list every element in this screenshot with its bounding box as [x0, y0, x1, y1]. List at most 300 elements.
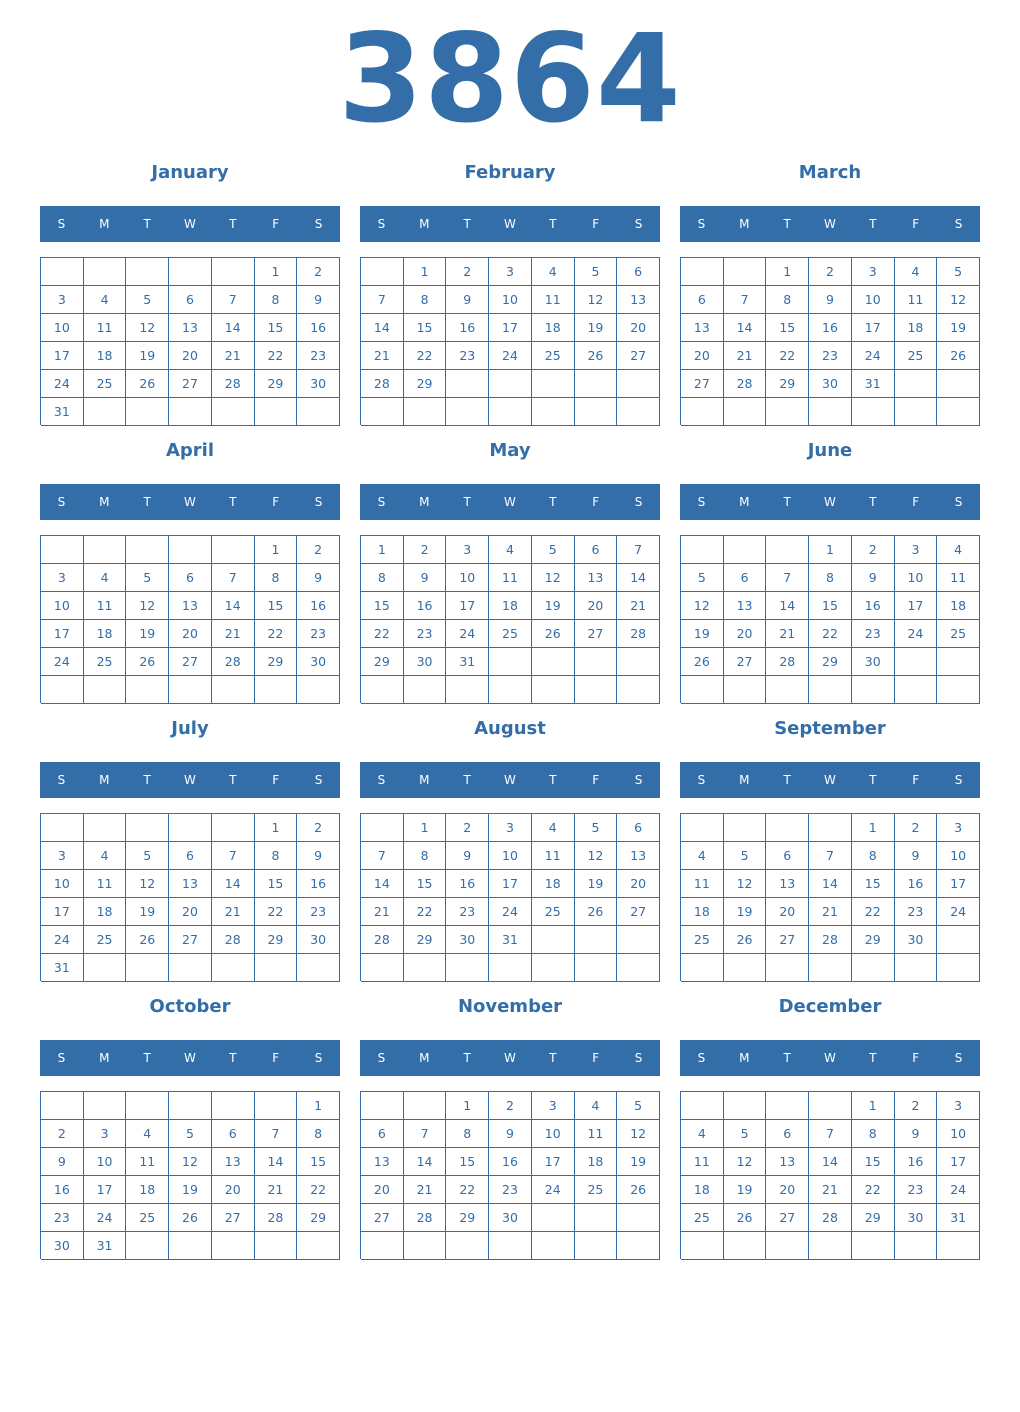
weekday-label: S: [314, 773, 323, 787]
day-cell: 15: [852, 870, 895, 898]
day-cell: 18: [937, 592, 980, 620]
weekday-label: M: [99, 773, 110, 787]
day-cell: 21: [212, 342, 255, 370]
day-cell: 12: [575, 286, 618, 314]
day-cell: 15: [404, 314, 447, 342]
day-cell: 16: [809, 314, 852, 342]
day-cell: 30: [809, 370, 852, 398]
day-cell: 22: [852, 1176, 895, 1204]
day-cell: 14: [724, 314, 767, 342]
day-cell: 22: [297, 1176, 340, 1204]
day-cell: 9: [297, 842, 340, 870]
day-cell: 24: [41, 926, 84, 954]
day-cell: 21: [404, 1176, 447, 1204]
empty-day-cell: [895, 676, 938, 704]
empty-day-cell: [724, 258, 767, 286]
month-name: April: [165, 440, 215, 461]
day-cell: 17: [489, 314, 532, 342]
day-cell: 17: [895, 592, 938, 620]
day-cell: 22: [809, 620, 852, 648]
empty-day-cell: [489, 648, 532, 676]
empty-day-cell: [297, 398, 340, 426]
day-cell: 29: [446, 1204, 489, 1232]
empty-day-cell: [617, 1204, 660, 1232]
day-cell: 27: [724, 648, 767, 676]
weekday-header: [40, 484, 340, 520]
weekday-label: S: [57, 217, 66, 231]
empty-day-cell: [212, 954, 255, 982]
day-cell: 7: [361, 286, 404, 314]
day-cell: 25: [84, 926, 127, 954]
day-cell: 28: [361, 926, 404, 954]
weekday-label: W: [184, 773, 196, 787]
empty-day-cell: [126, 398, 169, 426]
day-cell: 7: [212, 564, 255, 592]
day-cell: 8: [404, 842, 447, 870]
day-grid: [360, 257, 660, 425]
day-cell: 5: [575, 814, 618, 842]
empty-day-cell: [766, 398, 809, 426]
empty-day-cell: [84, 536, 127, 564]
day-cell: 11: [681, 870, 724, 898]
empty-day-cell: [852, 676, 895, 704]
weekday-label: W: [824, 217, 836, 231]
day-cell: 20: [766, 1176, 809, 1204]
day-cell: 23: [809, 342, 852, 370]
day-cell: 1: [404, 814, 447, 842]
day-cell: 23: [895, 1176, 938, 1204]
day-cell: 29: [255, 926, 298, 954]
empty-day-cell: [766, 814, 809, 842]
day-cell: 15: [361, 592, 404, 620]
day-cell: 21: [809, 1176, 852, 1204]
empty-day-cell: [681, 676, 724, 704]
empty-day-cell: [84, 258, 127, 286]
empty-day-cell: [404, 954, 447, 982]
empty-day-cell: [84, 1092, 127, 1120]
day-cell: 15: [766, 314, 809, 342]
day-cell: 26: [617, 1176, 660, 1204]
empty-day-cell: [489, 398, 532, 426]
day-cell: 3: [41, 286, 84, 314]
month-name: July: [171, 718, 209, 739]
day-cell: 14: [404, 1148, 447, 1176]
day-cell: 8: [255, 842, 298, 870]
weekday-label: W: [824, 495, 836, 509]
day-cell: 16: [297, 870, 340, 898]
empty-day-cell: [361, 954, 404, 982]
day-cell: 8: [446, 1120, 489, 1148]
day-cell: 19: [681, 620, 724, 648]
day-grid: [680, 1091, 980, 1259]
empty-day-cell: [724, 1232, 767, 1260]
day-cell: 6: [617, 258, 660, 286]
empty-day-cell: [169, 954, 212, 982]
day-cell: 19: [724, 898, 767, 926]
day-cell: 27: [169, 926, 212, 954]
month-name: November: [457, 996, 563, 1017]
day-cell: 3: [532, 1092, 575, 1120]
weekday-label: F: [912, 1051, 920, 1065]
day-cell: 16: [852, 592, 895, 620]
day-cell: 10: [937, 842, 980, 870]
weekday-label: T: [463, 1051, 471, 1065]
day-cell: 25: [532, 342, 575, 370]
weekday-label: M: [419, 773, 430, 787]
day-cell: 29: [255, 370, 298, 398]
empty-day-cell: [84, 954, 127, 982]
weekday-label: W: [184, 217, 196, 231]
empty-day-cell: [84, 676, 127, 704]
day-cell: 26: [126, 648, 169, 676]
day-cell: 7: [212, 286, 255, 314]
day-cell: 22: [404, 342, 447, 370]
day-cell: 20: [681, 342, 724, 370]
day-cell: 6: [766, 1120, 809, 1148]
day-cell: 29: [404, 926, 447, 954]
day-cell: 1: [446, 1092, 489, 1120]
day-cell: 25: [84, 370, 127, 398]
day-cell: 12: [681, 592, 724, 620]
empty-day-cell: [169, 536, 212, 564]
weekday-label: T: [463, 495, 471, 509]
day-cell: 30: [297, 648, 340, 676]
weekday-label: S: [57, 1051, 66, 1065]
empty-day-cell: [617, 370, 660, 398]
day-cell: 8: [361, 564, 404, 592]
weekday-label: T: [229, 217, 237, 231]
empty-day-cell: [169, 814, 212, 842]
day-cell: 13: [617, 842, 660, 870]
empty-day-cell: [681, 814, 724, 842]
day-cell: 16: [446, 870, 489, 898]
day-cell: 3: [489, 814, 532, 842]
empty-day-cell: [446, 1232, 489, 1260]
day-cell: 31: [41, 398, 84, 426]
day-cell: 1: [404, 258, 447, 286]
day-cell: 21: [255, 1176, 298, 1204]
empty-day-cell: [766, 1092, 809, 1120]
weekday-label: T: [143, 217, 151, 231]
day-cell: 2: [297, 814, 340, 842]
day-cell: 12: [575, 842, 618, 870]
empty-day-cell: [41, 258, 84, 286]
day-cell: 5: [575, 258, 618, 286]
year-title: 3864: [338, 8, 682, 150]
empty-day-cell: [809, 676, 852, 704]
day-cell: 24: [84, 1204, 127, 1232]
day-cell: 11: [84, 592, 127, 620]
month-name: August: [474, 718, 546, 739]
empty-day-cell: [532, 676, 575, 704]
day-cell: 6: [617, 814, 660, 842]
weekday-label: T: [783, 217, 791, 231]
day-cell: 3: [446, 536, 489, 564]
day-cell: 23: [446, 342, 489, 370]
empty-day-cell: [489, 1232, 532, 1260]
day-cell: 1: [766, 258, 809, 286]
day-cell: 2: [489, 1092, 532, 1120]
day-cell: 13: [724, 592, 767, 620]
day-cell: 31: [937, 1204, 980, 1232]
day-cell: 5: [724, 1120, 767, 1148]
day-cell: 17: [937, 1148, 980, 1176]
day-cell: 28: [724, 370, 767, 398]
day-cell: 23: [41, 1204, 84, 1232]
day-cell: 13: [766, 870, 809, 898]
day-cell: 23: [404, 620, 447, 648]
day-cell: 27: [212, 1204, 255, 1232]
day-cell: 29: [361, 648, 404, 676]
day-cell: 16: [297, 592, 340, 620]
day-grid: [680, 257, 980, 425]
day-cell: 5: [681, 564, 724, 592]
weekday-label: F: [272, 1051, 280, 1065]
day-cell: 1: [809, 536, 852, 564]
empty-day-cell: [809, 814, 852, 842]
empty-day-cell: [41, 676, 84, 704]
day-grid: [680, 535, 980, 703]
day-cell: 11: [489, 564, 532, 592]
empty-day-cell: [617, 954, 660, 982]
day-cell: 5: [532, 536, 575, 564]
day-cell: 3: [937, 1092, 980, 1120]
empty-day-cell: [212, 676, 255, 704]
weekday-label: F: [912, 773, 920, 787]
day-cell: 9: [446, 842, 489, 870]
day-cell: 14: [809, 1148, 852, 1176]
day-cell: 19: [575, 314, 618, 342]
weekday-label: S: [314, 495, 323, 509]
day-cell: 10: [446, 564, 489, 592]
day-cell: 17: [41, 342, 84, 370]
day-cell: 3: [895, 536, 938, 564]
day-cell: 16: [489, 1148, 532, 1176]
empty-day-cell: [809, 398, 852, 426]
day-cell: 9: [895, 842, 938, 870]
day-grid: [680, 813, 980, 981]
day-cell: 18: [489, 592, 532, 620]
empty-day-cell: [532, 926, 575, 954]
empty-day-cell: [212, 814, 255, 842]
empty-day-cell: [126, 954, 169, 982]
day-cell: 20: [575, 592, 618, 620]
day-cell: 1: [255, 536, 298, 564]
day-cell: 9: [809, 286, 852, 314]
empty-day-cell: [724, 676, 767, 704]
day-cell: 25: [937, 620, 980, 648]
weekday-label: T: [869, 773, 877, 787]
day-cell: 19: [126, 342, 169, 370]
day-cell: 15: [255, 870, 298, 898]
empty-day-cell: [766, 676, 809, 704]
empty-day-cell: [169, 676, 212, 704]
empty-day-cell: [809, 1092, 852, 1120]
day-cell: 10: [489, 286, 532, 314]
empty-day-cell: [297, 954, 340, 982]
day-cell: 4: [489, 536, 532, 564]
weekday-label: M: [419, 495, 430, 509]
day-cell: 2: [404, 536, 447, 564]
day-cell: 31: [41, 954, 84, 982]
empty-day-cell: [404, 676, 447, 704]
empty-day-cell: [617, 1232, 660, 1260]
empty-day-cell: [681, 398, 724, 426]
empty-day-cell: [41, 1092, 84, 1120]
day-cell: 29: [404, 370, 447, 398]
empty-day-cell: [724, 814, 767, 842]
empty-day-cell: [895, 954, 938, 982]
weekday-label: W: [504, 495, 516, 509]
empty-day-cell: [937, 648, 980, 676]
day-cell: 9: [297, 564, 340, 592]
day-cell: 24: [489, 342, 532, 370]
day-cell: 4: [126, 1120, 169, 1148]
day-cell: 20: [617, 870, 660, 898]
weekday-label: F: [912, 495, 920, 509]
empty-day-cell: [895, 370, 938, 398]
weekday-label: T: [143, 495, 151, 509]
day-cell: 13: [169, 314, 212, 342]
day-cell: 11: [681, 1148, 724, 1176]
weekday-label: T: [549, 1051, 557, 1065]
day-cell: 7: [766, 564, 809, 592]
day-cell: 16: [446, 314, 489, 342]
empty-day-cell: [361, 398, 404, 426]
empty-day-cell: [489, 370, 532, 398]
day-cell: 26: [126, 370, 169, 398]
day-cell: 21: [766, 620, 809, 648]
day-cell: 9: [852, 564, 895, 592]
day-cell: 28: [212, 648, 255, 676]
day-cell: 12: [126, 592, 169, 620]
weekday-label: S: [634, 1051, 643, 1065]
empty-day-cell: [255, 954, 298, 982]
weekday-label: T: [869, 495, 877, 509]
day-cell: 18: [84, 342, 127, 370]
empty-day-cell: [937, 1232, 980, 1260]
weekday-label: W: [824, 1051, 836, 1065]
empty-day-cell: [41, 536, 84, 564]
empty-day-cell: [575, 648, 618, 676]
day-cell: 25: [489, 620, 532, 648]
day-cell: 24: [532, 1176, 575, 1204]
day-cell: 26: [575, 342, 618, 370]
weekday-label: W: [504, 1051, 516, 1065]
day-cell: 4: [532, 258, 575, 286]
day-cell: 16: [895, 870, 938, 898]
day-cell: 4: [84, 564, 127, 592]
day-cell: 12: [724, 1148, 767, 1176]
empty-day-cell: [575, 954, 618, 982]
empty-day-cell: [681, 954, 724, 982]
empty-day-cell: [532, 1204, 575, 1232]
weekday-label: T: [783, 773, 791, 787]
day-cell: 14: [766, 592, 809, 620]
day-cell: 8: [255, 564, 298, 592]
day-cell: 28: [809, 1204, 852, 1232]
day-cell: 25: [575, 1176, 618, 1204]
weekday-header: [360, 206, 660, 242]
day-cell: 2: [41, 1120, 84, 1148]
weekday-label: S: [697, 495, 706, 509]
empty-day-cell: [895, 1232, 938, 1260]
month-name: March: [798, 162, 862, 183]
empty-day-cell: [724, 1092, 767, 1120]
day-cell: 15: [809, 592, 852, 620]
day-cell: 18: [84, 620, 127, 648]
day-cell: 31: [446, 648, 489, 676]
empty-day-cell: [297, 676, 340, 704]
weekday-label: M: [99, 1051, 110, 1065]
empty-day-cell: [766, 1232, 809, 1260]
day-cell: 3: [84, 1120, 127, 1148]
day-grid: [40, 535, 340, 703]
day-cell: 19: [126, 898, 169, 926]
day-cell: 26: [724, 926, 767, 954]
day-cell: 6: [169, 286, 212, 314]
day-cell: 7: [212, 842, 255, 870]
weekday-label: T: [783, 495, 791, 509]
empty-day-cell: [361, 258, 404, 286]
day-cell: 18: [895, 314, 938, 342]
weekday-label: W: [184, 495, 196, 509]
empty-day-cell: [575, 676, 618, 704]
empty-day-cell: [126, 814, 169, 842]
weekday-label: T: [869, 217, 877, 231]
day-cell: 22: [361, 620, 404, 648]
day-cell: 18: [575, 1148, 618, 1176]
weekday-label: F: [272, 773, 280, 787]
empty-day-cell: [84, 814, 127, 842]
day-cell: 7: [255, 1120, 298, 1148]
day-cell: 1: [852, 814, 895, 842]
day-cell: 6: [169, 564, 212, 592]
day-cell: 24: [489, 898, 532, 926]
day-cell: 18: [84, 898, 127, 926]
day-cell: 18: [681, 1176, 724, 1204]
day-cell: 11: [84, 870, 127, 898]
day-cell: 1: [297, 1092, 340, 1120]
weekday-header: [680, 484, 980, 520]
month-name: May: [489, 440, 531, 461]
weekday-label: T: [143, 1051, 151, 1065]
empty-day-cell: [212, 1232, 255, 1260]
day-cell: 2: [446, 258, 489, 286]
month-name: October: [149, 996, 231, 1017]
day-cell: 5: [937, 258, 980, 286]
day-cell: 27: [617, 342, 660, 370]
weekday-label: S: [377, 217, 386, 231]
day-cell: 18: [681, 898, 724, 926]
day-cell: 25: [681, 1204, 724, 1232]
day-cell: 15: [297, 1148, 340, 1176]
empty-day-cell: [852, 1232, 895, 1260]
empty-day-cell: [766, 536, 809, 564]
day-cell: 30: [895, 1204, 938, 1232]
day-cell: 19: [575, 870, 618, 898]
empty-day-cell: [126, 258, 169, 286]
day-cell: 3: [489, 258, 532, 286]
empty-day-cell: [617, 648, 660, 676]
empty-day-cell: [937, 398, 980, 426]
weekday-label: T: [783, 1051, 791, 1065]
weekday-label: T: [143, 773, 151, 787]
weekday-label: F: [592, 773, 600, 787]
weekday-header: [40, 762, 340, 798]
empty-day-cell: [852, 954, 895, 982]
day-cell: 27: [766, 1204, 809, 1232]
